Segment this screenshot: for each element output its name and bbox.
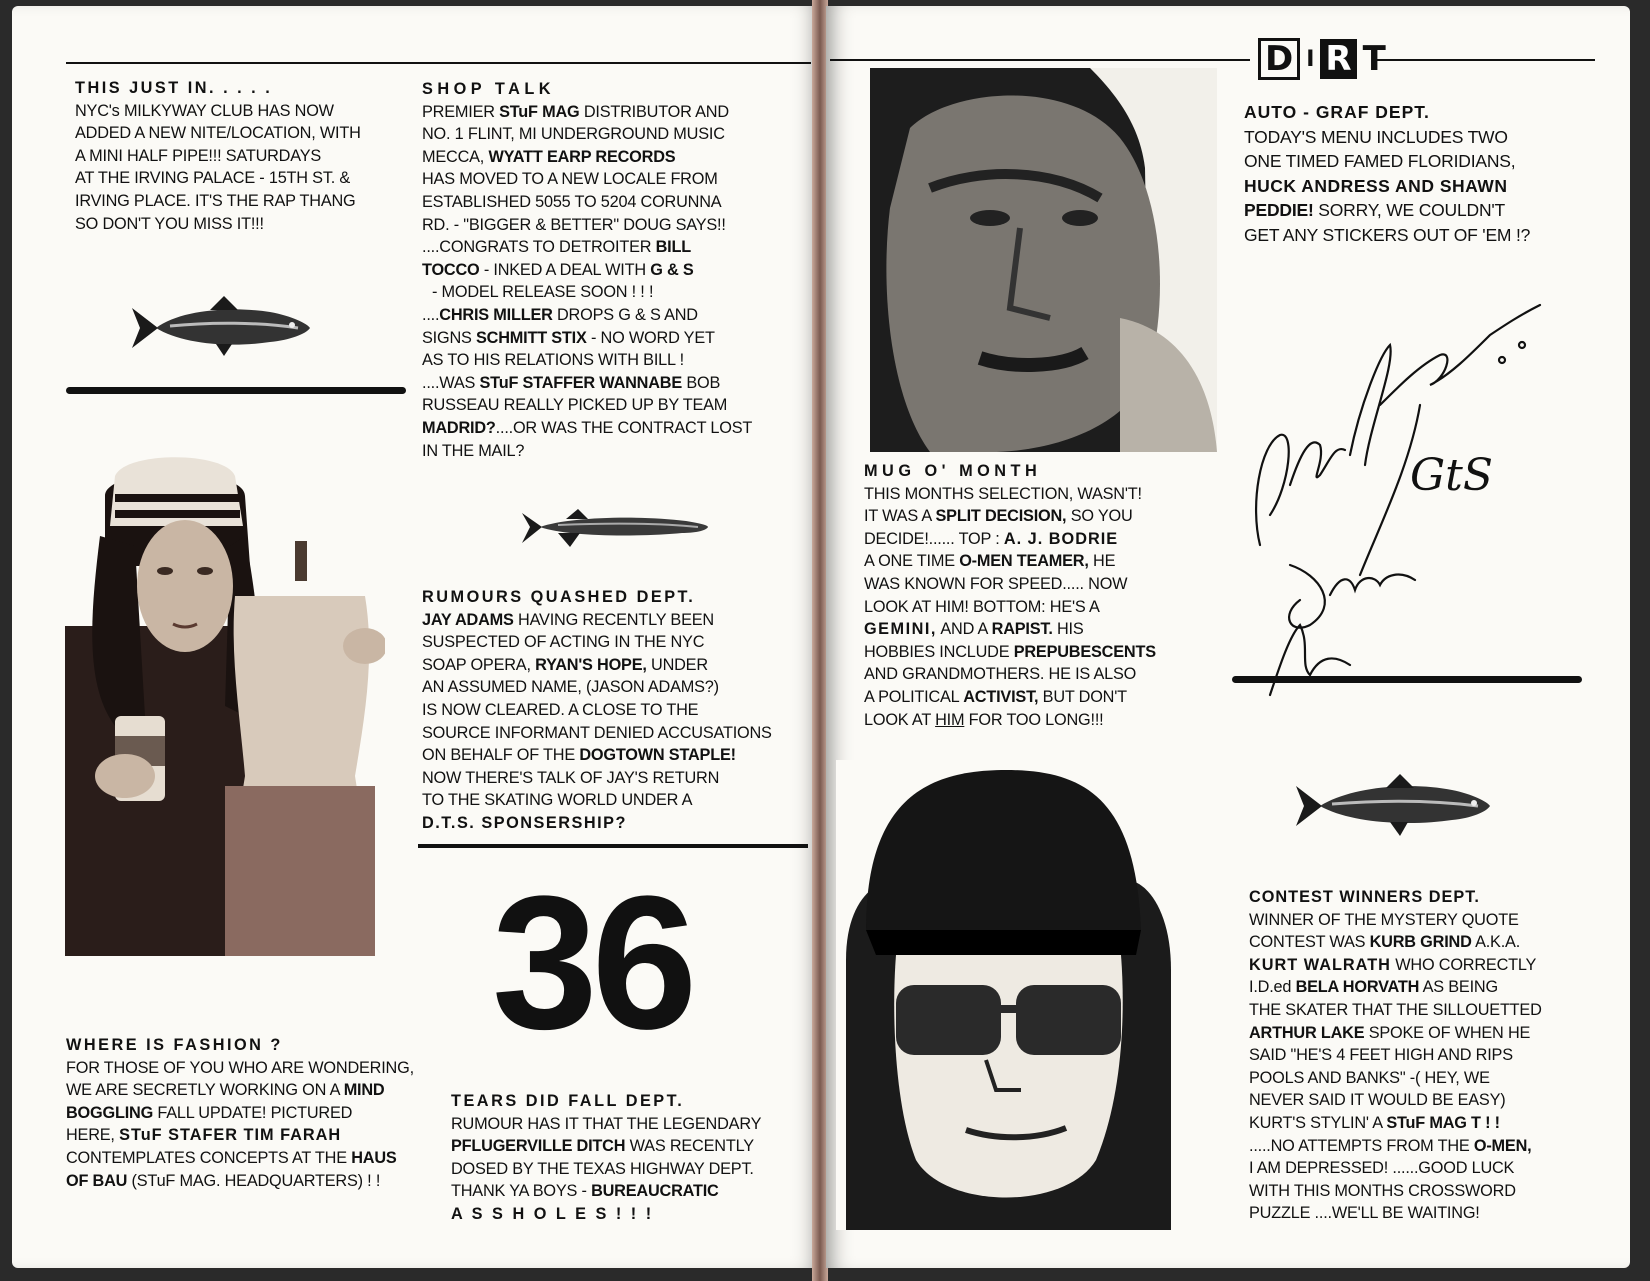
article-line: CONTEST WAS KURB GRIND A.K.A.	[1249, 933, 1521, 952]
autograph-signatures	[1240, 285, 1560, 705]
autograf-article	[1244, 100, 1584, 247]
mug-heading: MUG O' MONTH	[864, 462, 1042, 480]
this-just-in-article	[75, 77, 405, 235]
this-just-in-heading: THIS JUST IN. . . . .	[75, 79, 273, 97]
photo-mugshot-bottom-image	[836, 760, 1178, 1230]
article-line: HERE, STuF STAFER TIM FARAH	[66, 1126, 342, 1145]
article-line: BOGGLING FALL UPDATE! PICTURED	[66, 1103, 353, 1122]
article-line: AN ASSUMED NAME, (JASON ADAMS?)	[422, 678, 719, 697]
article-line: POOLS AND BANKS" -( HEY, WE	[1249, 1068, 1490, 1087]
article-line: ESTABLISHED 5055 TO 5204 CORUNNA	[422, 192, 722, 211]
article-line: IT WAS A SPLIT DECISION, SO YOU	[864, 507, 1133, 526]
article-line: A POLITICAL ACTIVIST, BUT DON'T	[864, 687, 1127, 706]
article-line: SUSPECTED OF ACTING IN THE NYC	[422, 633, 705, 652]
article-line: ....CHRIS MILLER DROPS G & S AND	[422, 305, 698, 324]
fashion-heading: WHERE IS FASHION ?	[66, 1036, 283, 1054]
article-line: WE ARE SECRETLY WORKING ON A MIND	[66, 1081, 385, 1100]
article-line: SOAP OPERA, RYAN'S HOPE, UNDER	[422, 655, 708, 674]
article-line: DECIDE!...... TOP : A. J. BODRIE	[864, 529, 1119, 548]
article-line: ONE TIMED FAMED FLORIDIANS,	[1244, 151, 1516, 171]
article-line: IN THE MAIL?	[422, 441, 525, 460]
article-line: HAS MOVED TO A NEW LOCALE FROM	[422, 170, 718, 189]
rumours-article	[422, 586, 802, 835]
article-line: AS TO HIS RELATIONS WITH BILL !	[422, 351, 684, 370]
article-line: GEMINI, AND A RAPIST. HIS	[864, 620, 1084, 639]
article-line: GET ANY STICKERS OUT OF 'EM !?	[1244, 224, 1531, 245]
photo-tim-farah	[65, 456, 385, 956]
article-line: NYC's MILKYWAY CLUB HAS NOW	[75, 101, 334, 120]
pike-fish-illustration	[518, 503, 710, 551]
trout-fish-illustration	[120, 290, 315, 362]
article-line: HUCK ANDRESS AND SHAWN	[1244, 175, 1508, 196]
article-line: AND GRANDMOTHERS. HE IS ALSO	[864, 665, 1137, 684]
article-line: SIGNS SCHMITT STIX - NO WORD YET	[422, 328, 715, 347]
article-line: SOURCE INFORMANT DENIED ACCUSATIONS	[422, 723, 772, 742]
article-line: MECCA, WYATT EARP RECORDS	[422, 147, 676, 166]
article-line: SO DON'T YOU MISS IT!!!	[75, 214, 264, 233]
article-line: .....NO ATTEMPTS FROM THE O-MEN,	[1249, 1136, 1532, 1155]
article-line: ....WAS STuF STAFFER WANNABE BOB	[422, 373, 721, 392]
article-line: A MINI HALF PIPE!!! SATURDAYS	[75, 146, 322, 165]
article-line: TO THE SKATING WORLD UNDER A	[422, 791, 693, 810]
page-number: 36	[492, 857, 692, 1069]
top-rule-right-a	[830, 59, 1250, 61]
article-line: SAID "HE'S 4 FEET HIGH AND RIPS	[1249, 1046, 1513, 1065]
article-line: A S S H O L E S ! ! !	[451, 1204, 654, 1223]
article-line: IS NOW CLEARED. A CLOSE TO THE	[422, 700, 699, 719]
brand-logo	[1258, 38, 1386, 80]
article-line: D.T.S. SPONSERSHIP?	[422, 813, 627, 832]
left-divider-rule	[66, 387, 406, 394]
article-line: I AM DEPRESSED! ......GOOD LUCK	[1249, 1159, 1515, 1178]
article-line: FOR THOSE OF YOU WHO ARE WONDERING,	[66, 1058, 414, 1077]
article-line: IRVING PLACE. IT'S THE RAP THANG	[75, 191, 356, 210]
article-line: ....CONGRATS TO DETROITER BILL	[422, 238, 691, 257]
autograf-heading: AUTO - GRAF DEPT.	[1244, 102, 1430, 122]
signature-gts: GtS	[1410, 450, 1493, 501]
article-line: TODAY'S MENU INCLUDES TWO	[1244, 126, 1508, 147]
brand-letter-i: I	[1306, 46, 1315, 72]
article-line: THANK YA BOYS - BUREAUCRATIC	[451, 1182, 719, 1201]
rumours-heading: RUMOURS QUASHED DEPT.	[422, 588, 696, 606]
article-line: ARTHUR LAKE SPOKE OF WHEN HE	[1249, 1023, 1531, 1042]
photo-tim-farah-image	[65, 456, 385, 956]
article-line: I.D.ed BELA HORVATH AS BEING	[1249, 978, 1498, 997]
article-line: THIS MONTHS SELECTION, WASN'T!	[864, 484, 1142, 503]
article-line: KURT WALRATH WHO CORRECTLY	[1249, 955, 1537, 974]
article-line: OF BAU (STuF MAG. HEADQUARTERS) ! !	[66, 1171, 381, 1190]
article-line: WINNER OF THE MYSTERY QUOTE	[1249, 910, 1519, 929]
article-line: - MODEL RELEASE SOON ! ! !	[432, 283, 654, 302]
shop-talk-article	[422, 78, 792, 462]
article-line: LOOK AT HIM! BOTTOM: HE'S A	[864, 597, 1100, 616]
shop-talk-heading: SHOP TALK	[422, 80, 556, 98]
top-rule-right-b	[1375, 59, 1595, 61]
right-divider-rule	[1232, 676, 1582, 683]
article-line: TOCCO - INKED A DEAL WITH G & S	[422, 260, 694, 279]
article-line: PFLUGERVILLE DITCH WAS RECENTLY	[451, 1137, 754, 1156]
trout-fish-illustration-2	[1292, 770, 1492, 842]
photo-mugshot-bottom	[836, 760, 1178, 1230]
mug-o-month-article	[864, 460, 1204, 731]
tears-heading: TEARS DID FALL DEPT.	[451, 1092, 685, 1110]
article-line: JAY ADAMS HAVING RECENTLY BEEN	[422, 610, 714, 629]
brand-letter-d: D	[1258, 38, 1300, 80]
article-line: NEVER SAID IT WOULD BE EASY)	[1249, 1091, 1506, 1110]
article-line: NOW THERE'S TALK OF JAY'S RETURN	[422, 768, 720, 787]
brand-letter-t: T	[1362, 39, 1386, 79]
fashion-article	[66, 1034, 426, 1192]
rumours-bottom-rule	[418, 844, 808, 848]
article-line: RUMOUR HAS IT THAT THE LEGENDARY	[451, 1114, 762, 1133]
article-line: THE SKATER THAT THE SILLOUETTED	[1249, 1000, 1542, 1019]
article-line: A ONE TIME O-MEN TEAMER, HE	[864, 552, 1116, 571]
contest-winners-article	[1249, 886, 1589, 1225]
article-line: NO. 1 FLINT, MI UNDERGROUND MUSIC	[422, 125, 725, 144]
photo-aj-bodrie	[870, 68, 1217, 452]
article-line: RUSSEAU REALLY PICKED UP BY TEAM	[422, 396, 728, 415]
article-line: PREMIER STuF MAG DISTRIBUTOR AND	[422, 102, 729, 121]
article-line: PUZZLE ....WE'LL BE WAITING!	[1249, 1204, 1480, 1223]
article-line: CONTEMPLATES CONCEPTS AT THE HAUS	[66, 1148, 397, 1167]
article-line: KURT'S STYLIN' A STuF MAG T ! !	[1249, 1113, 1500, 1132]
article-line: ADDED A NEW NITE/LOCATION, WITH	[75, 124, 361, 143]
top-rule-left	[66, 62, 811, 64]
article-line: WAS KNOWN FOR SPEED..... NOW	[864, 574, 1128, 593]
brand-letter-r: R	[1320, 39, 1356, 79]
article-line: MADRID?....OR WAS THE CONTRACT LOST	[422, 418, 753, 437]
article-line: DOSED BY THE TEXAS HIGHWAY DEPT.	[451, 1159, 754, 1178]
article-line: ON BEHALF OF THE DOGTOWN STAPLE!	[422, 746, 736, 765]
article-line: PEDDIE! SORRY, WE COULDN'T	[1244, 200, 1506, 220]
article-line: HOBBIES INCLUDE PREPUBESCENTS	[864, 642, 1156, 661]
tears-article	[451, 1090, 811, 1226]
article-line: AT THE IRVING PALACE - 15TH ST. &	[75, 169, 351, 188]
contest-heading: CONTEST WINNERS DEPT.	[1249, 888, 1480, 906]
article-line: RD. - "BIGGER & BETTER" DOUG SAYS!!	[422, 215, 726, 234]
article-line: LOOK AT HIM FOR TOO LONG!!!	[864, 710, 1104, 729]
photo-aj-bodrie-image	[870, 68, 1217, 452]
article-line: WITH THIS MONTHS CROSSWORD	[1249, 1181, 1516, 1200]
